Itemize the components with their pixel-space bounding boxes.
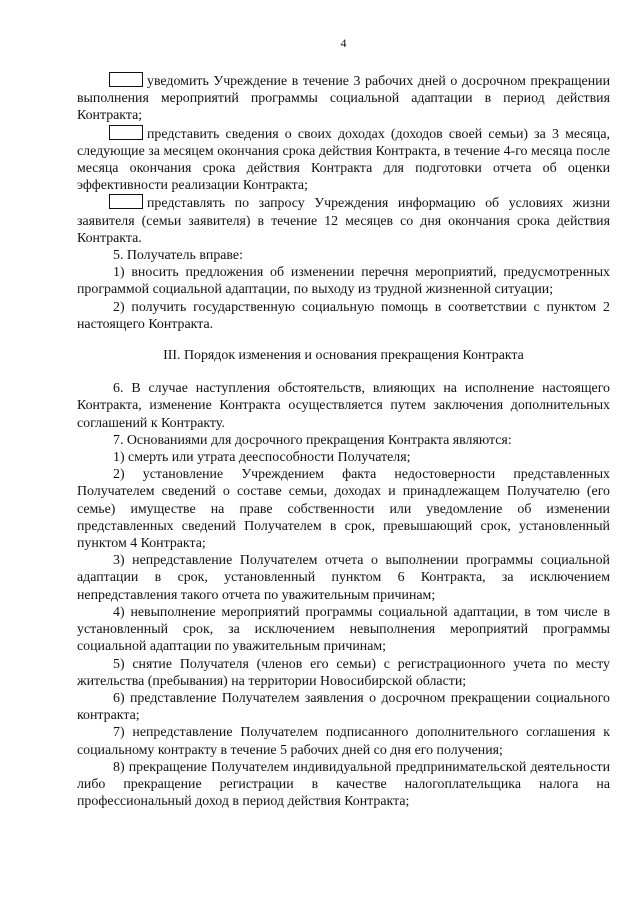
- paragraph: 4) невыполнение мероприятий программы социальной адаптации, в том числе в установленный срок, за исключением невыполнения мероприятий программы социальной адаптации по уважительным причинам;: [77, 604, 610, 655]
- paragraph: 6. В случае наступления обстоятельств, влияющих на исполнение настоящего Контракта, изменение Контракта осуществляется путем заключения дополнительных соглашений к Контракту.: [77, 381, 610, 431]
- paragraph: 7) непредставление Получателем подписанного дополнительного соглашения к социальному контракту в течение 5 рабочих дней со дня его получения;: [77, 725, 610, 758]
- paragraph: [77, 247, 610, 264]
- paragraph: 5) снятие Получателя (членов его семьи) с регистрационного учета по месту жительства (пребывания) на территории Новосибирской области;: [77, 656, 610, 689]
- paragraph: [77, 125, 610, 195]
- paragraph-text: 5. Получатель вправе:: [113, 248, 243, 264]
- paragraph-text: уведомить Учреждение в течение 3 рабочих дней о досрочном прекращении выполнения мероприятий программы социальной адаптации в период действия Контракта;: [77, 74, 610, 124]
- paragraph: [77, 264, 610, 298]
- checkbox[interactable]: [109, 72, 143, 87]
- paragraph: 3) непредставление Получателем отчета о выполнении программы социальной адаптации в срок, установленный пунктом 6 Контракта, за исключением непредставления такого отчета по уважительным причинам;: [77, 553, 610, 603]
- paragraph-text: 2) получить государственную социальную помощь в соответствии с пунктом 2 настоящего Контракта.: [77, 299, 610, 332]
- paragraphs-top: [77, 72, 610, 333]
- section-heading: III. Порядок изменения и основания прекращения Контракта: [163, 348, 524, 364]
- paragraph: [77, 299, 610, 333]
- paragraph: 1) смерть или утрата дееспособности Получателя;: [113, 450, 411, 466]
- page-number: 4: [340, 36, 347, 50]
- checkbox[interactable]: [109, 125, 143, 140]
- paragraph: 7. Основаниями для досрочного прекращения Контракта являются:: [113, 432, 512, 448]
- paragraph-text: 1) вносить предложения об изменении перечня мероприятий, предусмотренных программой социальной адаптации, по выходу из трудной жизненной ситуации;: [77, 265, 610, 298]
- checkbox[interactable]: [109, 194, 143, 209]
- paragraph-text: представлять по запросу Учреждения информацию об условиях жизни заявителя (семьи заявителя) в течение 12 месяцев со дня окончания срока действия Контракта.: [77, 196, 610, 246]
- paragraphs-bottom: [77, 380, 610, 810]
- paragraph-text: представить сведения о своих доходах (доходов своей семьи) за 3 месяца, следующие за месяцем окончания срока действия Контракта, в течение 4-го месяца после месяца окончания срока действия Контракта для подготовки отчета об оценки эффективности реализации Контракта;: [77, 126, 610, 194]
- paragraph: 8) прекращение Получателем индивидуальной предпринимательской деятельности либо прекращение регистрации в качестве налогоплательщика налога на профессиональный доход в период действия Контракта;: [77, 759, 610, 810]
- paragraph: [77, 72, 610, 125]
- paragraph: 2) установление Учреждением факта недостоверности представленных Получателем сведений о составе семьи, доходах и принадлежащем Получателю (его семье) имуществе на праве собственности или уведомление об изменении представленных сведений Получателем в срок, превышающий срок, установленный пунктом 4 Контракта;: [77, 467, 610, 552]
- paragraph: [77, 194, 610, 247]
- paragraph: 6) представление Получателем заявления о досрочном прекращении социального контракта;: [77, 690, 610, 724]
